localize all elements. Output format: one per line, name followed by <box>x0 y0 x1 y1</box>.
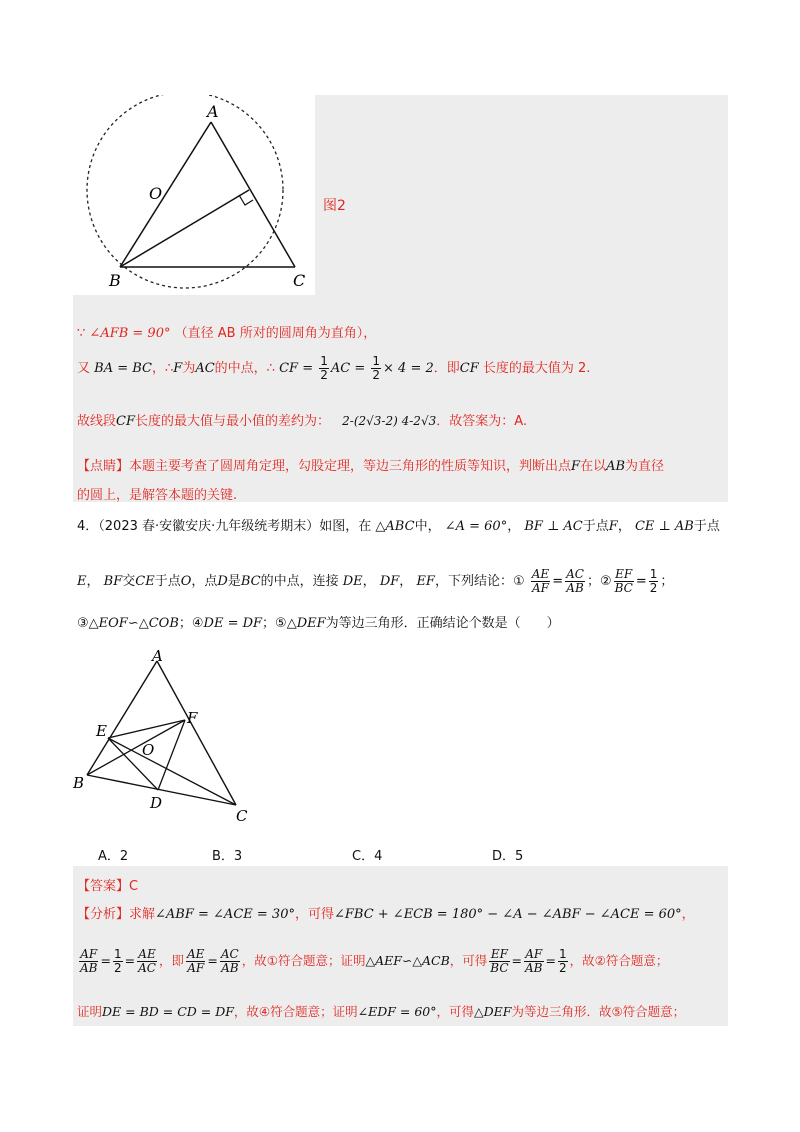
analysis-line-2: $\frac{AF}{AB}$ = $\frac{1}{2}$ = $\frac{AE}{AC}$ ，即 $\frac{AE}{AF}$ = $\frac{AC}{AB}$ ，故①符合题意；证明△AEF∽△ACB，可得 $\frac{EF}{BC}$ = $\frac{AF}{AB}$ = $\frac{1}{2}$ ，故②符合题意； <box>80 947 669 976</box>
question-4-line-3: ③△EOF∽△COB；④DE = DF；⑤△DEF为等边三角形．正确结论个数是（ ） <box>77 616 560 631</box>
choice-C[interactable]: C．4 <box>352 849 383 864</box>
figure-4 <box>70 645 260 825</box>
solution-line-2: 又 BA = BC，∴F为AC的中点，∴ CF = $\frac{1}{2}$ AC = $\frac{1}{2}$ × 4 = 2．即CF 长度的最大值为 2. <box>77 354 591 383</box>
label-F: F <box>187 709 198 727</box>
label-B: B <box>73 774 85 792</box>
choice-B[interactable]: B．3 <box>212 849 243 864</box>
comment-line-2: 的圆上，是解答本题的关键. <box>77 488 238 503</box>
solution-line-3: 故线段CF长度的最大值与最小值的差约为： 2-(2√3-2) 4-2√3．故答案为：A. <box>77 414 528 429</box>
analysis-line-1: 【分析】求解∠ABF = ∠ACE = 30°，可得∠FBC + ∠ECB = 180° − ∠A − ∠ABF − ∠ACE = 60°， <box>77 907 695 922</box>
figure-2 <box>73 95 315 295</box>
analysis-line-3: 证明DE = BD = CD = DF，故④符合题意；证明∠EDF = 60°，可得△DEF为等边三角形．故⑤符合题意； <box>77 1004 686 1019</box>
question-4-line-1: 4．（2023 春·安徽安庆·九年级统考期末）如图，在 △ABC中， ∠A = 60°， BF ⊥ AC于点F， CE ⊥ AB于点 <box>77 519 720 534</box>
choice-D[interactable]: D．5 <box>492 849 524 864</box>
answer-line: 【答案】C <box>77 879 139 894</box>
label-A: A <box>152 647 163 665</box>
label-O: O <box>142 741 155 759</box>
label-D: D <box>150 794 163 812</box>
label-C: C <box>236 807 248 825</box>
label-E: E <box>96 722 107 740</box>
label-C: C <box>293 271 306 290</box>
comment-line-1: 【点睛】本题主要考查了圆周角定理，勾股定理，等边三角形的性质等知识，判断出点F在以AB为直径 <box>77 459 665 474</box>
choice-A[interactable]: A．2 <box>98 849 129 864</box>
label-B: B <box>109 271 121 290</box>
label-A: A <box>207 102 219 121</box>
question-4-line-2: E， BF交CE于点O，点D是BC的中点，连接 DE， DF， EF，下列结论：① $\frac{AE}{AF}$ = $\frac{AC}{AB}$ ；② $\frac{EF}{BC}$ = $\frac{1}{2}$ ； <box>77 567 674 596</box>
label-O: O <box>149 184 163 203</box>
figure-2-caption: 图2 <box>323 198 346 214</box>
solution-line-1: ∵ ∠AFB = 90° （直径 AB 所对的圆周角为直角）， <box>77 326 377 341</box>
